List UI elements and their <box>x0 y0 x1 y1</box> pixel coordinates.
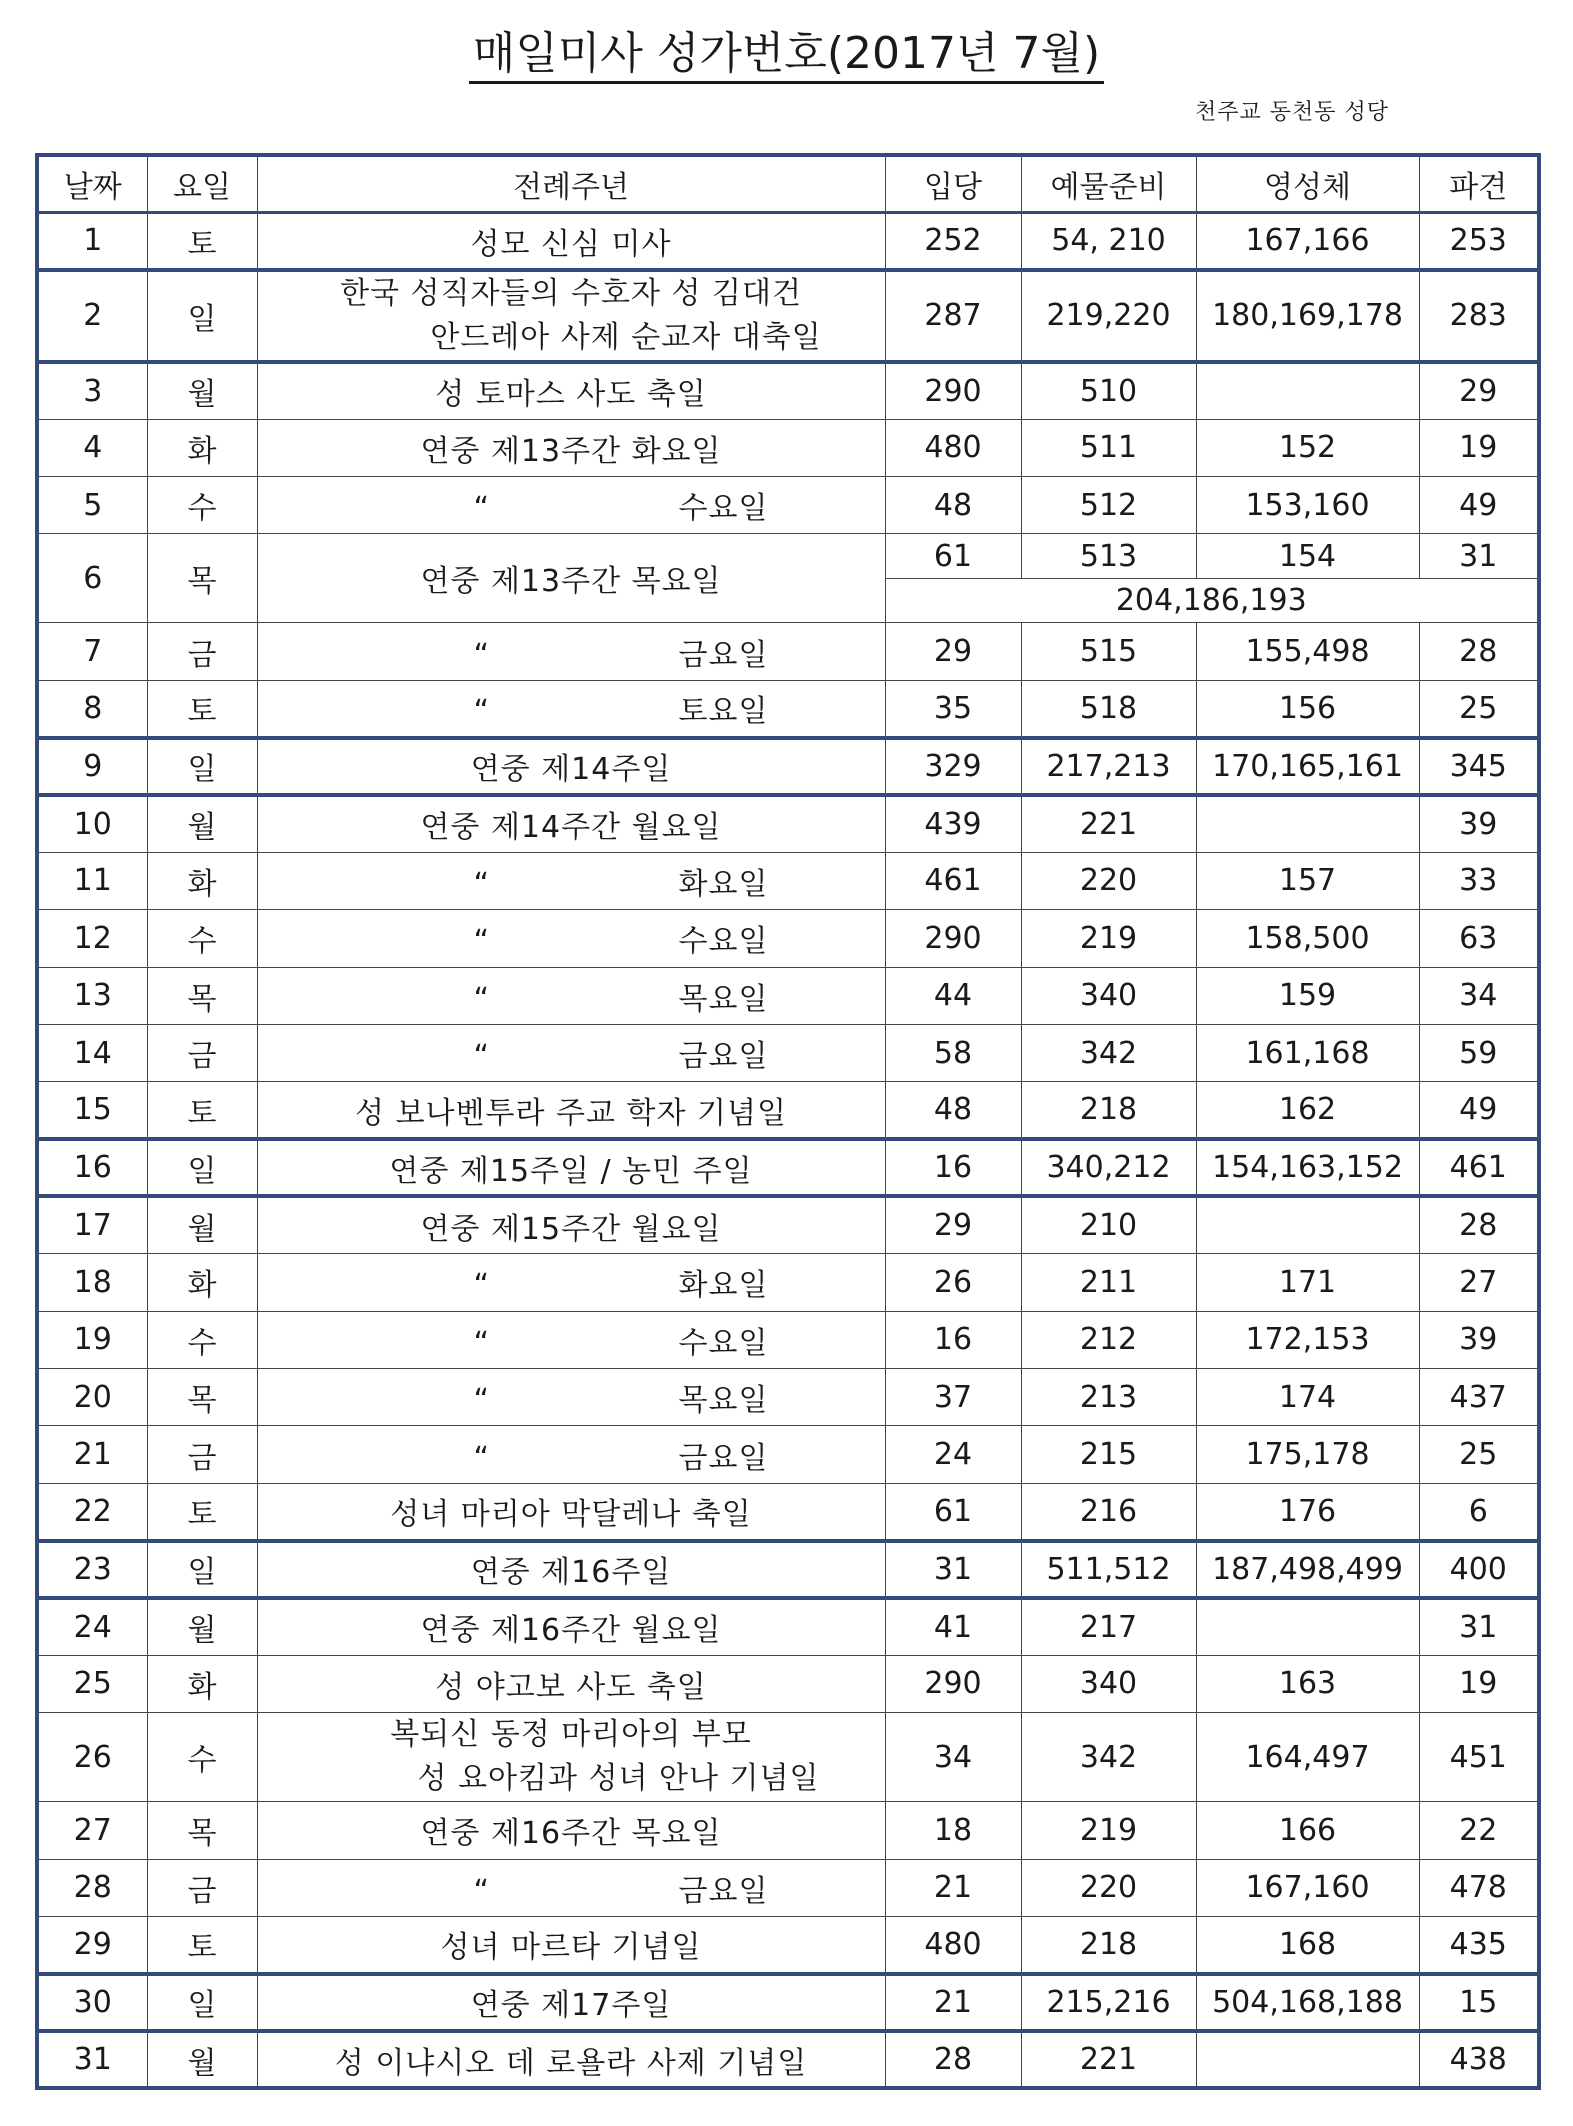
weekday-cell: 토 <box>147 1483 257 1540</box>
offertory-cell: 221 <box>1021 795 1196 852</box>
weekday-cell: 일 <box>147 1541 257 1598</box>
table-row <box>37 910 1539 967</box>
date-cell: 9 <box>37 738 147 795</box>
offertory-cell: 511,512 <box>1021 1541 1196 1598</box>
entrance-cell: 16 <box>885 1139 1021 1196</box>
communion-cell: 174 <box>1196 1369 1419 1426</box>
date-cell: 20 <box>37 1369 147 1426</box>
offertory-cell: 215,216 <box>1021 1974 1196 2031</box>
table-row <box>37 477 1539 534</box>
weekday-cell: 월 <box>147 362 257 419</box>
communion-cell: 504,168,188 <box>1196 1974 1419 2031</box>
table-row <box>37 1139 1539 1196</box>
hymn-table <box>35 153 1541 2090</box>
feast-cell: 성 야고보 사도 축일 <box>257 1655 885 1712</box>
entrance-cell: 461 <box>885 852 1021 909</box>
feast-suffix: 수요일 <box>678 924 769 960</box>
entrance-cell: 28 <box>885 2031 1021 2088</box>
feast-cell <box>257 1369 885 1426</box>
entrance-cell: 29 <box>885 1196 1021 1253</box>
feast-suffix: 수요일 <box>678 491 769 527</box>
date-cell: 1 <box>37 213 147 270</box>
weekday-cell: 토 <box>147 213 257 270</box>
dismissal-cell: 31 <box>1419 1598 1539 1655</box>
weekday-cell: 토 <box>147 1916 257 1973</box>
communion-cell <box>1196 795 1419 852</box>
dismissal-cell: 451 <box>1419 1713 1539 1802</box>
table-row <box>37 1483 1539 1540</box>
entrance-cell: 21 <box>885 1859 1021 1916</box>
date-cell: 21 <box>37 1426 147 1483</box>
date-cell: 23 <box>37 1541 147 1598</box>
dismissal-cell: 19 <box>1419 419 1539 476</box>
offertory-cell: 220 <box>1021 1859 1196 1916</box>
offertory-cell: 518 <box>1021 680 1196 737</box>
feast-suffix: 목요일 <box>678 1383 769 1419</box>
feast-cell: 연중 제13주간 목요일 <box>257 534 885 623</box>
feast-cell <box>257 1311 885 1368</box>
date-cell: 25 <box>37 1655 147 1712</box>
table-row <box>37 1196 1539 1253</box>
weekday-cell: 일 <box>147 1139 257 1196</box>
feast-line-2: 성 요아킴과 성녀 안나 기념일 <box>417 1761 820 1797</box>
date-cell: 16 <box>37 1139 147 1196</box>
dismissal-cell: 25 <box>1419 1426 1539 1483</box>
offertory-cell: 221 <box>1021 2031 1196 2088</box>
entrance-cell: 21 <box>885 1974 1021 2031</box>
communion-cell: 171 <box>1196 1254 1419 1311</box>
offertory-cell: 340 <box>1021 1655 1196 1712</box>
date-cell: 6 <box>37 534 147 623</box>
weekday-cell: 목 <box>147 534 257 623</box>
communion-cell <box>1196 1598 1419 1655</box>
dismissal-cell: 15 <box>1419 1974 1539 2031</box>
header-offertory: 예물준비 <box>1021 155 1196 213</box>
offertory-cell: 215 <box>1021 1426 1196 1483</box>
feast-cell: 연중 제14주일 <box>257 738 885 795</box>
feast-cell <box>257 967 885 1024</box>
feast-suffix: 목요일 <box>678 981 769 1017</box>
offertory-cell: 511 <box>1021 419 1196 476</box>
communion-cell: 167,160 <box>1196 1859 1419 1916</box>
table-row <box>37 1859 1539 1916</box>
weekday-cell: 수 <box>147 1311 257 1368</box>
offertory-cell: 219 <box>1021 1802 1196 1859</box>
communion-cell: 166 <box>1196 1802 1419 1859</box>
feast-cell <box>257 910 885 967</box>
offertory-cell: 510 <box>1021 362 1196 419</box>
weekday-cell: 목 <box>147 967 257 1024</box>
entrance-cell: 61 <box>885 534 1021 578</box>
dismissal-cell: 33 <box>1419 852 1539 909</box>
entrance-cell: 252 <box>885 213 1021 270</box>
communion-cell: 162 <box>1196 1082 1419 1139</box>
communion-cell: 157 <box>1196 852 1419 909</box>
table-row <box>37 1369 1539 1426</box>
table-row <box>37 795 1539 852</box>
feast-suffix: 금요일 <box>678 637 769 673</box>
offertory-cell: 210 <box>1021 1196 1196 1253</box>
entrance-cell: 31 <box>885 1541 1021 1598</box>
table-header <box>37 155 1539 213</box>
communion-cell <box>1196 2031 1419 2088</box>
header-date: 날짜 <box>37 155 147 213</box>
communion-cell: 158,500 <box>1196 910 1419 967</box>
table-row <box>37 623 1539 680</box>
table-row <box>37 1916 1539 1973</box>
feast-suffix: 화요일 <box>678 866 769 902</box>
entrance-cell: 287 <box>885 270 1021 362</box>
header-communion: 영성체 <box>1196 155 1419 213</box>
entrance-cell: 16 <box>885 1311 1021 1368</box>
date-cell: 4 <box>37 419 147 476</box>
offertory-cell: 515 <box>1021 623 1196 680</box>
weekday-cell: 화 <box>147 1655 257 1712</box>
weekday-cell: 월 <box>147 2031 257 2088</box>
feast-line-2: 안드레아 사제 순교자 대축일 <box>430 319 822 355</box>
date-cell: 15 <box>37 1082 147 1139</box>
weekday-cell: 금 <box>147 623 257 680</box>
feast-suffix: 수요일 <box>678 1325 769 1361</box>
date-cell: 13 <box>37 967 147 1024</box>
weekday-cell: 화 <box>147 419 257 476</box>
date-cell: 17 <box>37 1196 147 1253</box>
feast-cell <box>257 1859 885 1916</box>
date-cell: 27 <box>37 1802 147 1859</box>
communion-cell: 156 <box>1196 680 1419 737</box>
date-cell: 14 <box>37 1024 147 1081</box>
offertory-cell: 218 <box>1021 1916 1196 1973</box>
dismissal-cell: 6 <box>1419 1483 1539 1540</box>
page-title: 매일미사 성가번호(2017년 7월) <box>0 26 1573 82</box>
dismissal-cell: 63 <box>1419 910 1539 967</box>
offertory-cell: 217 <box>1021 1598 1196 1655</box>
feast-suffix: 화요일 <box>678 1268 769 1304</box>
feast-cell <box>257 1426 885 1483</box>
dismissal-cell: 438 <box>1419 2031 1539 2088</box>
dismissal-cell: 49 <box>1419 1082 1539 1139</box>
weekday-cell: 일 <box>147 738 257 795</box>
ditto-mark: “ <box>473 637 491 673</box>
date-cell: 31 <box>37 2031 147 2088</box>
dismissal-cell: 49 <box>1419 477 1539 534</box>
communion-cell: 167,166 <box>1196 213 1419 270</box>
entrance-cell: 24 <box>885 1426 1021 1483</box>
ditto-mark: “ <box>473 491 491 527</box>
feast-cell <box>257 477 885 534</box>
feast-cell: 성 이냐시오 데 로욜라 사제 기념일 <box>257 2031 885 2088</box>
communion-cell: 153,160 <box>1196 477 1419 534</box>
communion-cell: 187,498,499 <box>1196 1541 1419 1598</box>
table-row <box>37 419 1539 476</box>
table-row <box>37 1802 1539 1859</box>
entrance-cell: 44 <box>885 967 1021 1024</box>
header-entrance: 입당 <box>885 155 1021 213</box>
communion-cell: 152 <box>1196 419 1419 476</box>
entrance-cell: 37 <box>885 1369 1021 1426</box>
feast-cell <box>257 1024 885 1081</box>
dismissal-cell: 39 <box>1419 1311 1539 1368</box>
table-row <box>37 1082 1539 1139</box>
ditto-mark: “ <box>473 1440 491 1476</box>
dismissal-cell: 345 <box>1419 738 1539 795</box>
entrance-cell: 48 <box>885 1082 1021 1139</box>
weekday-cell: 금 <box>147 1426 257 1483</box>
ditto-mark: “ <box>473 924 491 960</box>
entrance-cell: 26 <box>885 1254 1021 1311</box>
ditto-mark: “ <box>473 981 491 1017</box>
communion-cell: 159 <box>1196 967 1419 1024</box>
feast-cell: 연중 제13주간 화요일 <box>257 419 885 476</box>
entrance-cell: 41 <box>885 1598 1021 1655</box>
table-row <box>37 1426 1539 1483</box>
table-row <box>37 1254 1539 1311</box>
offertory-cell: 213 <box>1021 1369 1196 1426</box>
entrance-cell: 29 <box>885 623 1021 680</box>
communion-cell: 164,497 <box>1196 1713 1419 1802</box>
feast-suffix: 금요일 <box>678 1873 769 1909</box>
entrance-cell: 34 <box>885 1713 1021 1802</box>
parish-name: 천주교 동천동 성당 <box>1195 100 1390 125</box>
feast-cell <box>257 623 885 680</box>
communion-cell <box>1196 362 1419 419</box>
feast-cell: 성 토마스 사도 축일 <box>257 362 885 419</box>
table-row <box>37 1311 1539 1368</box>
communion-cell <box>1196 1196 1419 1253</box>
offertory-cell: 512 <box>1021 477 1196 534</box>
offertory-cell: 342 <box>1021 1713 1196 1802</box>
entrance-cell: 329 <box>885 738 1021 795</box>
dismissal-cell: 283 <box>1419 270 1539 362</box>
entrance-cell: 480 <box>885 419 1021 476</box>
ditto-mark: “ <box>473 1325 491 1361</box>
table-row <box>37 1598 1539 1655</box>
ditto-mark: “ <box>473 1268 491 1304</box>
weekday-cell: 화 <box>147 852 257 909</box>
dismissal-cell: 25 <box>1419 680 1539 737</box>
feast-cell: 연중 제15주간 월요일 <box>257 1196 885 1253</box>
date-cell: 24 <box>37 1598 147 1655</box>
offertory-cell: 54, 210 <box>1021 213 1196 270</box>
weekday-cell: 월 <box>147 795 257 852</box>
feast-cell <box>257 1713 885 1802</box>
feast-cell: 연중 제16주일 <box>257 1541 885 1598</box>
date-cell: 12 <box>37 910 147 967</box>
entrance-cell: 439 <box>885 795 1021 852</box>
feast-line-1: 복되신 동정 마리아의 부모 <box>390 1717 752 1753</box>
dismissal-cell: 19 <box>1419 1655 1539 1712</box>
offertory-cell: 216 <box>1021 1483 1196 1540</box>
ditto-mark: “ <box>473 866 491 902</box>
communion-cell: 154 <box>1196 534 1419 578</box>
offertory-cell: 219 <box>1021 910 1196 967</box>
date-cell: 11 <box>37 852 147 909</box>
offertory-cell: 513 <box>1021 534 1196 578</box>
weekday-cell: 수 <box>147 1713 257 1802</box>
feast-cell: 연중 제15주일 / 농민 주일 <box>257 1139 885 1196</box>
table-row <box>37 1974 1539 2031</box>
date-cell: 29 <box>37 1916 147 1973</box>
table-row <box>37 852 1539 909</box>
weekday-cell: 일 <box>147 1974 257 2031</box>
communion-cell: 176 <box>1196 1483 1419 1540</box>
communion-cell: 154,163,152 <box>1196 1139 1419 1196</box>
dismissal-cell: 27 <box>1419 1254 1539 1311</box>
feast-cell <box>257 270 885 362</box>
communion-cell: 161,168 <box>1196 1024 1419 1081</box>
offertory-cell: 219,220 <box>1021 270 1196 362</box>
weekday-cell: 일 <box>147 270 257 362</box>
feast-cell: 성녀 마리아 막달레나 축일 <box>257 1483 885 1540</box>
entrance-cell: 58 <box>885 1024 1021 1081</box>
table-row <box>37 1713 1539 1802</box>
table-row <box>37 534 1539 578</box>
date-cell: 7 <box>37 623 147 680</box>
dismissal-cell: 59 <box>1419 1024 1539 1081</box>
entrance-cell: 290 <box>885 362 1021 419</box>
table-row <box>37 2031 1539 2088</box>
date-cell: 18 <box>37 1254 147 1311</box>
dismissal-cell: 39 <box>1419 795 1539 852</box>
table-row <box>37 680 1539 737</box>
header-dismissal: 파견 <box>1419 155 1539 213</box>
offertory-cell: 340,212 <box>1021 1139 1196 1196</box>
offertory-cell: 211 <box>1021 1254 1196 1311</box>
dismissal-cell: 435 <box>1419 1916 1539 1973</box>
dismissal-cell: 28 <box>1419 623 1539 680</box>
table-row <box>37 362 1539 419</box>
date-cell: 30 <box>37 1974 147 2031</box>
dismissal-cell: 22 <box>1419 1802 1539 1859</box>
dismissal-cell: 29 <box>1419 362 1539 419</box>
weekday-cell: 토 <box>147 1082 257 1139</box>
offertory-cell: 217,213 <box>1021 738 1196 795</box>
ditto-mark: “ <box>473 1873 491 1909</box>
feast-cell: 연중 제14주간 월요일 <box>257 795 885 852</box>
feast-cell <box>257 680 885 737</box>
ditto-mark: “ <box>473 1039 491 1075</box>
offertory-cell: 340 <box>1021 967 1196 1024</box>
feast-cell: 연중 제16주간 목요일 <box>257 1802 885 1859</box>
dismissal-cell: 400 <box>1419 1541 1539 1598</box>
dismissal-cell: 437 <box>1419 1369 1539 1426</box>
date-cell: 8 <box>37 680 147 737</box>
communion-cell: 170,165,161 <box>1196 738 1419 795</box>
feast-cell: 성 보나벤투라 주교 학자 기념일 <box>257 1082 885 1139</box>
table-row <box>37 967 1539 1024</box>
entrance-cell: 290 <box>885 1655 1021 1712</box>
offertory-cell: 220 <box>1021 852 1196 909</box>
dismissal-cell: 31 <box>1419 534 1539 578</box>
table-row <box>37 270 1539 362</box>
header-feast: 전례주년 <box>257 155 885 213</box>
entrance-cell: 290 <box>885 910 1021 967</box>
entrance-cell: 48 <box>885 477 1021 534</box>
table-row <box>37 738 1539 795</box>
entrance-cell: 480 <box>885 1916 1021 1973</box>
ditto-mark: “ <box>473 694 491 730</box>
table-row <box>37 213 1539 270</box>
dismissal-cell: 28 <box>1419 1196 1539 1253</box>
date-cell: 19 <box>37 1311 147 1368</box>
weekday-cell: 화 <box>147 1254 257 1311</box>
dismissal-cell: 34 <box>1419 967 1539 1024</box>
feast-cell: 연중 제17주일 <box>257 1974 885 2031</box>
table-row <box>37 1541 1539 1598</box>
date-cell: 22 <box>37 1483 147 1540</box>
communion-cell: 168 <box>1196 1916 1419 1973</box>
feast-cell: 성모 신심 미사 <box>257 213 885 270</box>
feast-cell: 성녀 마르타 기념일 <box>257 1916 885 1973</box>
entrance-cell: 35 <box>885 680 1021 737</box>
offertory-cell: 342 <box>1021 1024 1196 1081</box>
date-cell: 2 <box>37 270 147 362</box>
weekday-cell: 수 <box>147 477 257 534</box>
entrance-cell: 61 <box>885 1483 1021 1540</box>
table-body <box>37 213 1539 2089</box>
entrance-cell: 18 <box>885 1802 1021 1859</box>
date-cell: 3 <box>37 362 147 419</box>
dismissal-cell: 461 <box>1419 1139 1539 1196</box>
ditto-mark: “ <box>473 1383 491 1419</box>
weekday-cell: 금 <box>147 1859 257 1916</box>
date-cell: 28 <box>37 1859 147 1916</box>
date-cell: 26 <box>37 1713 147 1802</box>
weekday-cell: 월 <box>147 1196 257 1253</box>
weekday-cell: 토 <box>147 680 257 737</box>
offertory-cell: 218 <box>1021 1082 1196 1139</box>
feast-cell <box>257 852 885 909</box>
weekday-cell: 금 <box>147 1024 257 1081</box>
feast-cell: 연중 제16주간 월요일 <box>257 1598 885 1655</box>
dismissal-cell: 253 <box>1419 213 1539 270</box>
date-cell: 5 <box>37 477 147 534</box>
weekday-cell: 월 <box>147 1598 257 1655</box>
feast-suffix: 토요일 <box>678 694 769 730</box>
header-weekday: 요일 <box>147 155 257 213</box>
communion-cell: 155,498 <box>1196 623 1419 680</box>
communion-cell: 175,178 <box>1196 1426 1419 1483</box>
feast-suffix: 금요일 <box>678 1039 769 1075</box>
extra-hymns-cell: 204,186,193 <box>885 578 1539 622</box>
feast-suffix: 금요일 <box>678 1440 769 1476</box>
feast-line-1: 한국 성직자들의 수호자 성 김대건 <box>340 275 802 311</box>
communion-cell: 163 <box>1196 1655 1419 1712</box>
date-cell: 10 <box>37 795 147 852</box>
communion-cell: 180,169,178 <box>1196 270 1419 362</box>
weekday-cell: 수 <box>147 910 257 967</box>
dismissal-cell: 478 <box>1419 1859 1539 1916</box>
communion-cell: 172,153 <box>1196 1311 1419 1368</box>
weekday-cell: 목 <box>147 1802 257 1859</box>
table-row <box>37 1024 1539 1081</box>
table-row <box>37 1655 1539 1712</box>
offertory-cell: 212 <box>1021 1311 1196 1368</box>
feast-cell <box>257 1254 885 1311</box>
weekday-cell: 목 <box>147 1369 257 1426</box>
